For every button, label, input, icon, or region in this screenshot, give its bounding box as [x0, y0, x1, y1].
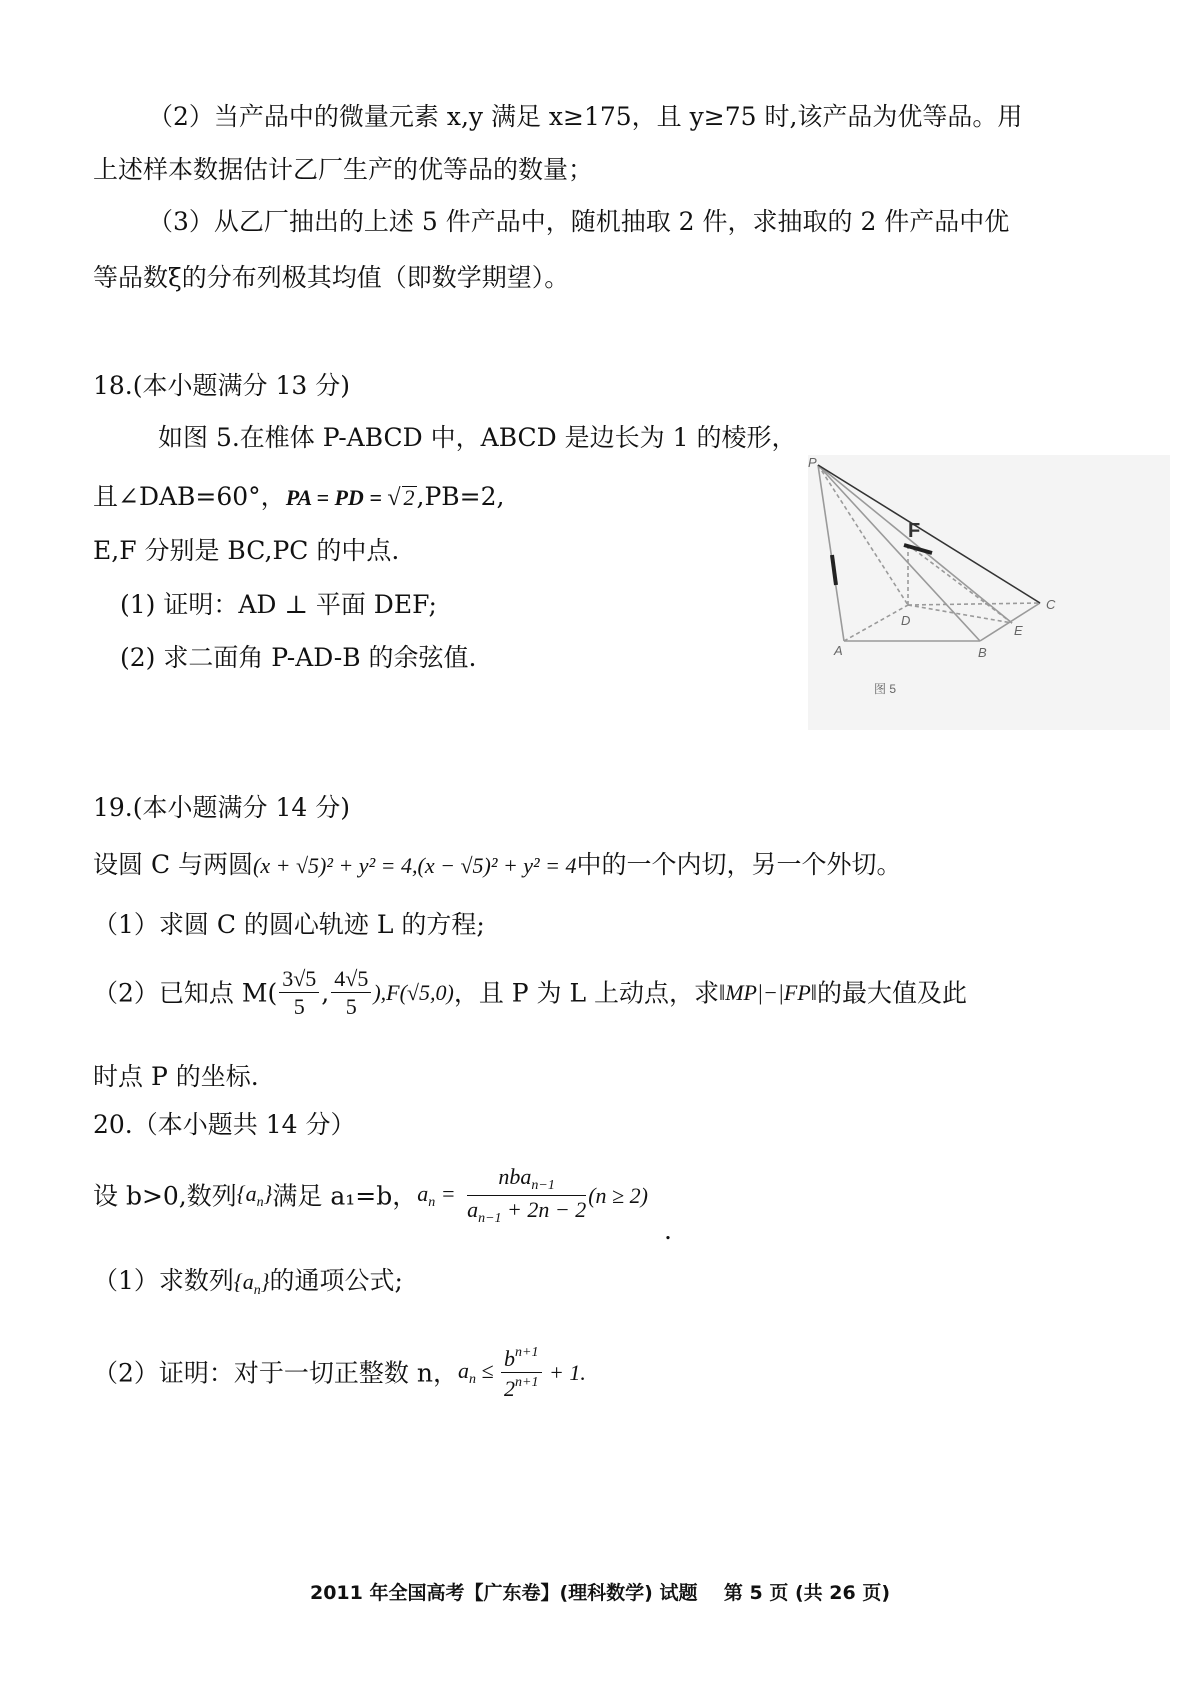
page-footer: 2011 年全国高考【广东卷】(理科数学) 试题 第 5 页 (共 26 页) — [309, 1582, 891, 1604]
q17-part3-line2: 等品数ξ的分布列极其均值（即数学期望）。 — [93, 263, 570, 292]
figure-5 — [808, 455, 1170, 730]
q17-part2-line2: 上述样本数据估计乙厂生产的优等品的数量； — [93, 155, 594, 184]
edge-pb — [818, 465, 980, 641]
q17-part2-line1: （2）当产品中的微量元素 x,y 满足 x≥175，且 y≥75 时,该产品为优等品。用 — [148, 102, 1023, 131]
q20-line1: 设 b>0,数列$\{a_n\}$满足 a₁=b，$a_n$ = $\frac{nba_{n-1}}{a_{n-1} + 2n - 2}$ (n ≥ 2) — [93, 1164, 648, 1226]
label-p: P — [808, 455, 817, 470]
q19-part2-line2: 时点 P 的坐标. — [93, 1062, 259, 1091]
q18-part1: (1) 证明：AD ⊥ 平面 DEF; — [120, 590, 437, 619]
q18-header: 18.(本小题满分 13 分) — [93, 371, 350, 400]
q20-period: . — [664, 1216, 672, 1245]
edge-pe — [818, 465, 1012, 623]
q18-line1: 如图 5.在椎体 P-ABCD 中，ABCD 是边长为 1 的棱形， — [158, 423, 797, 452]
edge-dc — [908, 603, 1040, 605]
label-a: A — [834, 643, 843, 658]
edge-pa — [818, 465, 844, 641]
q19-line1: 设圆 C 与两圆(x + √5)² + y² = 4,(x − √5)² + y² = 4中的一个内切，另一个外切。 — [93, 850, 902, 879]
label-d: D — [901, 613, 911, 628]
label-b: B — [978, 645, 987, 660]
edge-ad — [844, 605, 911, 641]
label-e: E — [1014, 623, 1023, 638]
q19-header: 19.(本小题满分 14 分) — [93, 793, 350, 822]
label-f: F — [908, 520, 921, 542]
label-c: C — [1046, 597, 1056, 612]
edge-pa-mark — [832, 555, 836, 585]
q20-part2: （2）证明：对于一切正整数 n，$a_n$ ≤ $\frac{b^{n+1}}{2^{n+1}}$ + 1. — [93, 1345, 586, 1401]
q18-line3: E,F 分别是 BC,PC 的中点. — [93, 536, 400, 565]
q20-part1: （1）求数列$\{a_n\}$的通项公式; — [93, 1266, 403, 1298]
q20-header: 20.（本小题共 14 分） — [93, 1110, 356, 1139]
pyramid-diagram — [808, 455, 1170, 730]
q18-line2: 且∠DAB=60°，PA = PD = √ 2,PB=2, — [93, 482, 505, 511]
q18-part2: (2) 求二面角 P-AD-B 的余弦值. — [120, 643, 477, 672]
edge-pd — [818, 465, 908, 605]
q19-part2: （2）已知点 M( $\frac{3√5}{5}$ , $\frac{4√5}{5}$ ),F(√5,0)，且 P 为 L 上动点，求‖MP|−|FP‖的最大值及此 — [93, 966, 967, 1019]
q19-part1: （1）求圆 C 的圆心轨迹 L 的方程; — [93, 910, 485, 939]
q17-part3-line1: （3）从乙厂抽出的上述 5 件产品中，随机抽取 2 件，求抽取的 2 件产品中优 — [148, 207, 1010, 236]
figure-caption: 图 5 — [874, 682, 897, 696]
